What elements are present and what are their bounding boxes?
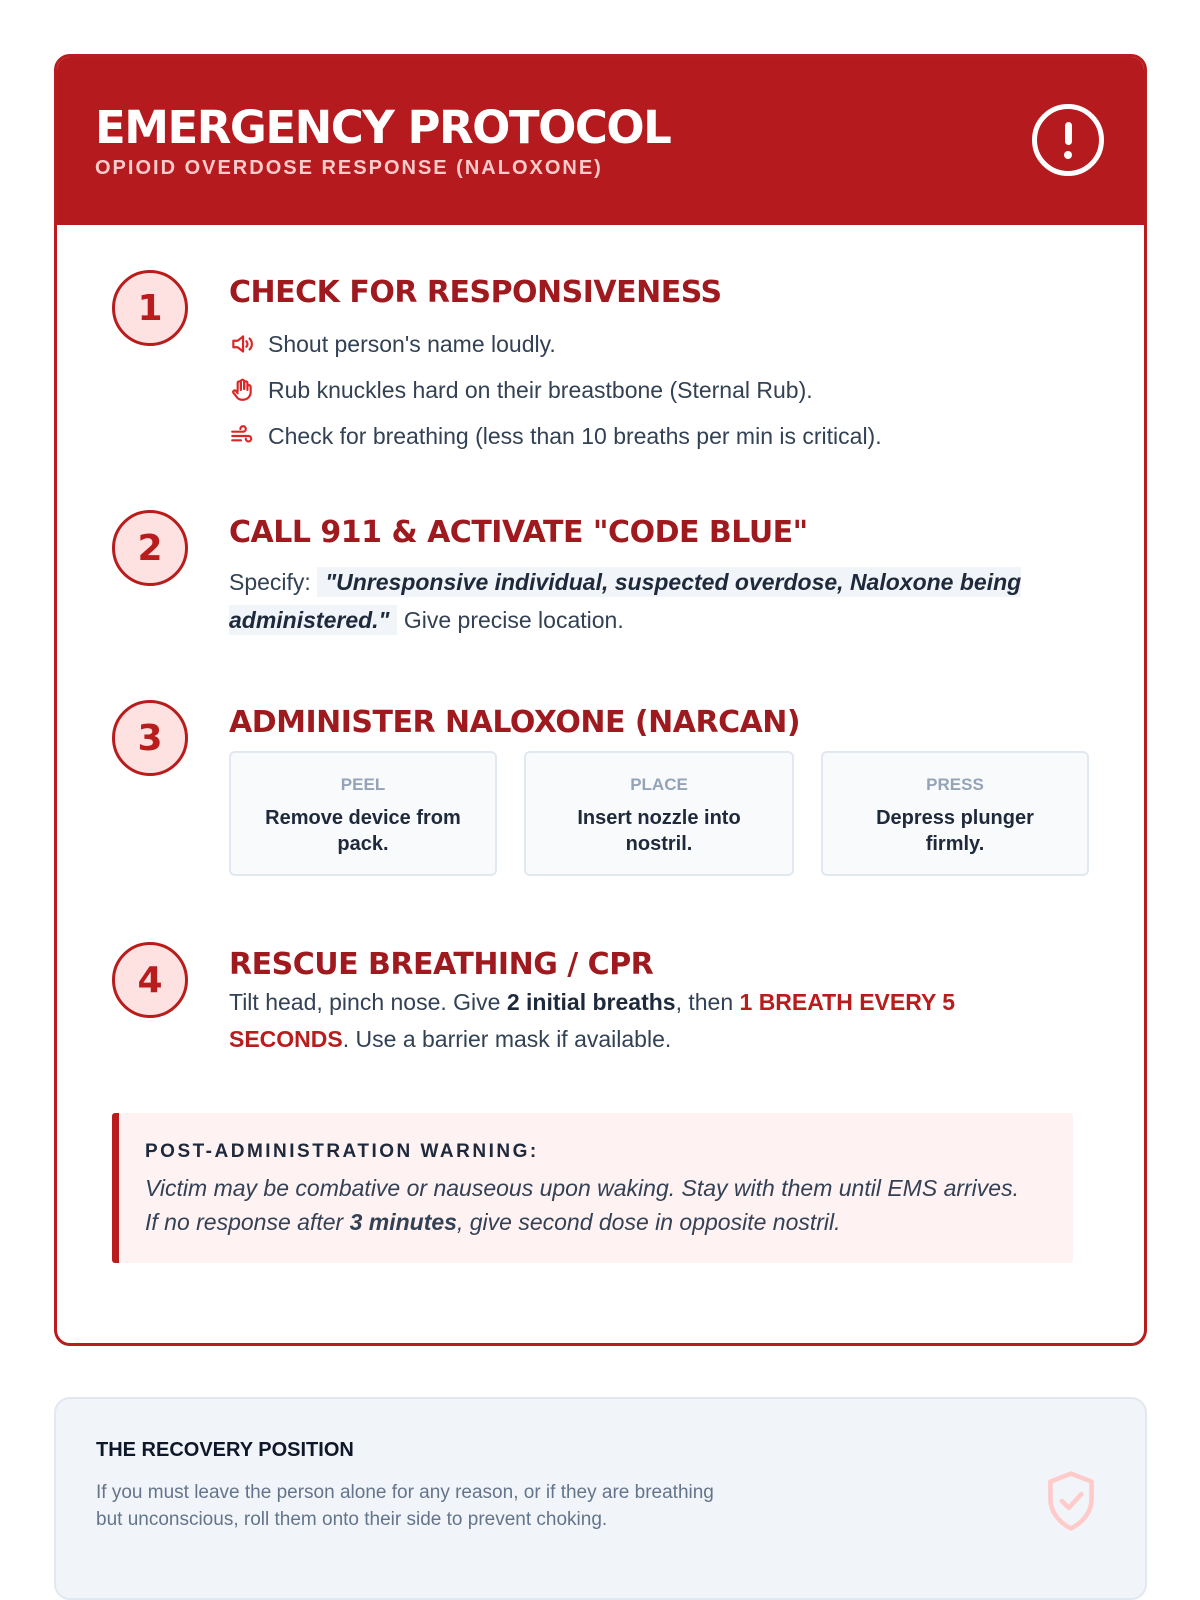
protocol-header (57, 57, 1144, 225)
breath-rate: 1 BREATH EVERY 5 SECONDS (229, 989, 956, 1052)
step-number-1: 1 (112, 270, 188, 346)
shield-check-icon (1043, 1469, 1099, 1533)
post-administration-warning (112, 1113, 1073, 1263)
step-title-1: CHECK FOR RESPONSIVENESS (229, 275, 722, 310)
recovery-position-card (54, 1397, 1147, 1600)
card-text: Remove device from pack. (265, 807, 461, 855)
step-4-instructions (229, 984, 1009, 1058)
hand-icon (229, 377, 255, 403)
wind-icon (229, 423, 255, 449)
warning-body: Victim may be combative or nauseous upon waking. Stay with them until EMS arrives. If no response after (145, 1175, 1019, 1235)
card-label: PEEL (340, 775, 386, 794)
press-card (821, 751, 1089, 876)
cpr-text: Tilt head, pinch nose. Give (229, 989, 507, 1015)
initial-breaths: 2 initial breaths (506, 989, 676, 1015)
bullet-text: Check for breathing (less than 10 breaths per min is critical). (268, 422, 882, 449)
cpr-text: . Use a barrier mask if available. (342, 1026, 672, 1052)
warning-title: POST-ADMINISTRATION WARNING: (145, 1141, 539, 1162)
warning-body: , give second dose in opposite nostril. (456, 1209, 841, 1235)
warning-text (145, 1171, 1025, 1239)
card-text: Depress plunger firmly. (876, 807, 1034, 855)
step-2-instructions (229, 563, 1089, 639)
peel-card (229, 751, 497, 876)
step-title-4: RESCUE BREATHING / CPR (229, 947, 654, 982)
step-number-3: 3 (112, 700, 188, 776)
recovery-title: THE RECOVERY POSITION (96, 1439, 354, 1461)
warning-time: 3 minutes (349, 1209, 457, 1235)
list-item (229, 421, 882, 451)
step-number-4: 4 (112, 942, 188, 1018)
recovery-text: If you must leave the person alone for any reason, or if they are breathing but unconscious, roll them onto their side to prevent choking. (96, 1482, 714, 1530)
list-item (229, 329, 556, 359)
cpr-text: , then (675, 989, 740, 1015)
place-card (524, 751, 794, 876)
step-title-2: CALL 911 & ACTIVATE "CODE BLUE" (229, 515, 808, 550)
bullet-text: Rub knuckles hard on their breastbone (Sternal Rub). (268, 376, 813, 403)
card-label: PRESS (926, 775, 984, 794)
page-subtitle: OPIOID OVERDOSE RESPONSE (NALOXONE) (95, 157, 603, 179)
step-title-3: ADMINISTER NALOXONE (NARCAN) (229, 705, 801, 740)
location-instruction: Give precise location. (403, 607, 624, 633)
list-item (229, 375, 813, 405)
specify-label: Specify: (229, 569, 311, 595)
card-text: Insert nozzle into nostril. (577, 807, 741, 855)
card-label: PLACE (630, 775, 688, 794)
alert-circle-icon (1032, 104, 1104, 176)
dispatch-script: "Unresponsive individual, suspected overdose, Naloxone being administered." (229, 569, 1022, 633)
volume-icon (229, 331, 255, 357)
step-number-2: 2 (112, 510, 188, 586)
emergency-protocol-card (54, 54, 1147, 1346)
page-title: EMERGENCY PROTOCOL (95, 101, 671, 154)
bullet-text: Shout person's name loudly. (268, 330, 556, 357)
